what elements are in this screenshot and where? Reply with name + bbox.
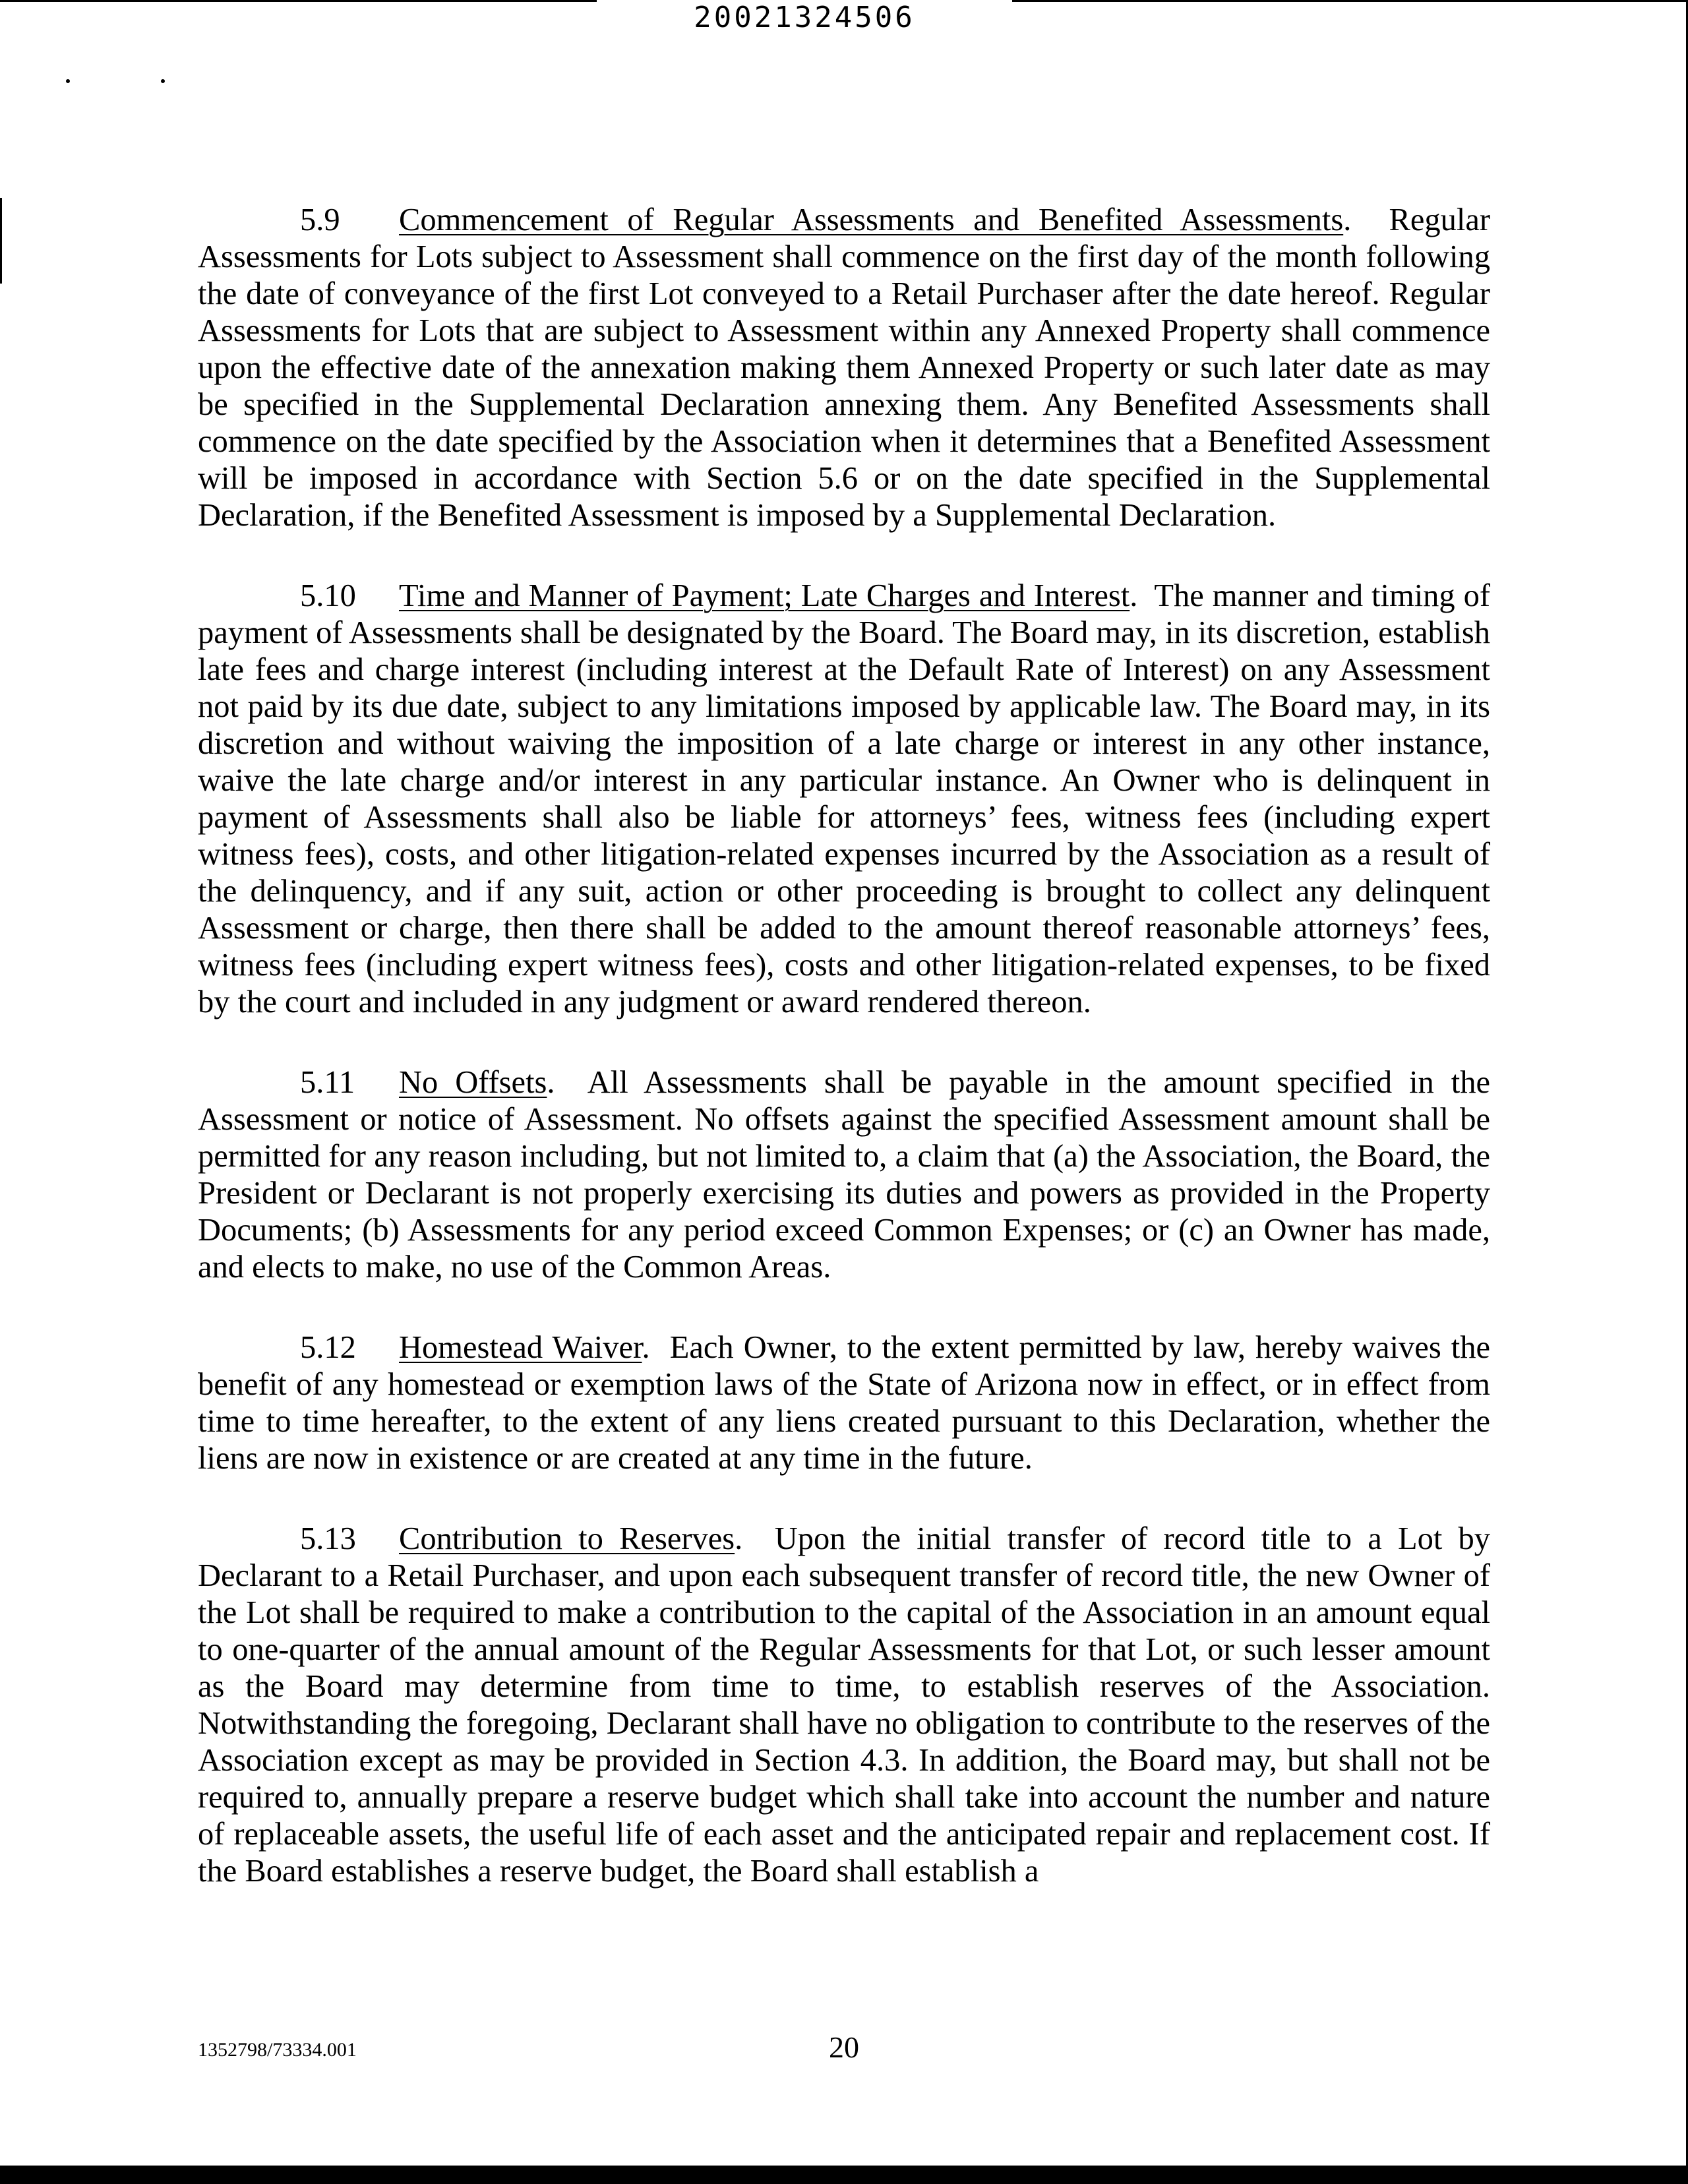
section-title: No Offsets	[399, 1065, 547, 1100]
section-5-11: 5.11 No Offsets. All Assessments shall be payable in the amount specified in the Assessment or notice of Assessment. No offsets against the specified Assessment amount shall be permitted for any reason including, but not limited to, a claim that (a) the Association, the Board, the President or Declarant is not properly exercising its duties and powers as provided in the Property Documents; (b) Assessments for any period exceed Common Expenses; or (c) an Owner has made, and elects to make, no use of the Common Areas.	[198, 1065, 1490, 1285]
page-number: 20	[829, 2030, 859, 2064]
section-number: 5.11	[300, 1065, 355, 1100]
document-body	[198, 202, 1490, 1933]
section-number: 5.13	[300, 1521, 356, 1556]
section-body: All Assessments shall be payable in the amount specified in the Assessment or notice of Assessment. No offsets against the specified Assessment amount shall be permitted for any reason including, but not limited to, a claim that (a) the Association, the Board, the President or Declarant is not properly exercising its duties and powers as provided in the Property Documents; (b) Assessments for any period exceed Common Expenses; or (c) an Owner has made, and elects to make, no use of the Common Areas.	[198, 1065, 1490, 1285]
section-5-12: 5.12 Homestead Waiver. Each Owner, to the extent permitted by law, hereby waives the benefit of any homestead or exemption laws of the State of Arizona now in effect, or in effect from time to time hereafter, to the extent of any liens created pursuant to this Declaration, whether the liens are now in existence or are created at any time in the future.	[198, 1330, 1490, 1476]
section-number: 5.12	[300, 1330, 356, 1365]
section-body: Upon the initial transfer of record title to a Lot by Declarant to a Retail Purchaser, and upon each subsequent transfer of record title, the new Owner of the Lot shall be required to make a contribution to the capital of the Association in an amount equal to one-quarter of the annual amount of the Regular Assessments for that Lot, or such lesser amount as the Board may determine from time to time, to establish reserves of the Association. Notwithstanding the foregoing, Declarant shall have no obligation to contribute to the reserves of the Association except as may be provided in Section 4.3. In addition, the Board may, but shall not be required to, annually prepare a reserve budget which shall take into account the number and nature of replaceable assets, the useful life of each asset and the anticipated repair and replacement cost. If the Board establishes a reserve budget, the Board shall establish a	[198, 1521, 1491, 1889]
section-body: The manner and timing of payment of Assessments shall be designated by the Board. The Board may, in its discretion, establish late fees and charge interest (including interest at the Default Rate of Interest) on any Assessment not paid by its due date, subject to any limitations imposed by applicable law. The Board may, in its discretion and without waiving the imposition of a late charge or interest in any other instance, waive the late charge and/or interest in any particular instance. An Owner who is delinquent in payment of Assessments shall also be liable for attorneys’ fees, witness fees (including expert witness fees), costs, and other litigation-related expenses incurred by the Association as a result of the delinquency, and if any suit, action or other proceeding is brought to collect any delinquent Assessment or charge, then there shall be added to the amount thereof reasonable attorneys’ fees, witness fees (including expert witness fees), costs and other litigation-related expenses, to be fixed by the court and included in any judgment or award rendered thereon.	[198, 578, 1490, 1019]
section-number: 5.9	[300, 202, 340, 237]
section-5-9: 5.9 Commencement of Regular Assessments and Benefited Assessments. Regular Assessments for Lots subject to Assessment shall commence on the first day of the month following the date of conveyance of the first Lot conveyed to a Retail Purchaser after the date hereof. Regular Assessments for Lots that are subject to Assessment within any Annexed Property shall commence upon the effective date of the annexation making them Annexed Property or such later date as may be specified in the Supplemental Declaration annexing them. Any Benefited Assessments shall commence on the date specified by the Association when it determines that a Benefited Assessment will be imposed in accordance with Section 5.6 or on the date specified in the Supplemental Declaration, if the Benefited Assessment is imposed by a Supplemental Declaration.	[198, 202, 1490, 533]
section-title: Commencement of Regular Assessments and Benefited Assessments	[399, 202, 1344, 237]
section-title: Homestead Waiver	[399, 1330, 642, 1365]
section-title: Time and Manner of Payment; Late Charges and Interest	[399, 578, 1130, 613]
section-title: Contribution to Reserves	[399, 1521, 735, 1556]
section-number: 5.10	[300, 578, 356, 613]
section-5-10: 5.10 Time and Manner of Payment; Late Charges and Interest. The manner and timing of payment of Assessments shall be designated by the Board. The Board may, in its discretion, establish late fees and charge interest (including interest at the Default Rate of Interest) on any Assessment not paid by its due date, subject to any limitations imposed by applicable law. The Board may, in its discretion and without waiving the imposition of a late charge or interest in any other instance, waive the late charge and/or interest in any particular instance. An Owner who is delinquent in payment of Assessments shall also be liable for attorneys’ fees, witness fees (including expert witness fees), costs, and other litigation-related expenses incurred by the Association as a result of the delinquency, and if any suit, action or other proceeding is brought to collect any delinquent Assessment or charge, then there shall be added to the amount thereof reasonable attorneys’ fees, witness fees (including expert witness fees), costs and other litigation-related expenses, to be fixed by the court and included in any judgment or award rendered thereon.	[198, 578, 1490, 1019]
recording-number: 20021324506	[597, 0, 1012, 41]
section-body: Regular Assessments for Lots subject to Assessment shall commence on the first day of the month following the date of conveyance of the first Lot conveyed to a Retail Purchaser after the date hereof. Regular Assessments for Lots that are subject to Assessment within any Annexed Property shall commence upon the effective date of the annexation making them Annexed Property or such later date as may be specified in the Supplemental Declaration annexing them. Any Benefited Assessments shall commence on the date specified by the Association when it determines that a Benefited Assessment will be imposed in accordance with Section 5.6 or on the date specified in the Supplemental Declaration, if the Benefited Assessment is imposed by a Supplemental Declaration.	[198, 202, 1490, 533]
document-id: 1352798/73334.001	[198, 2039, 357, 2061]
scan-border-bottom	[0, 2166, 1688, 2184]
scan-speck	[66, 79, 70, 83]
section-5-13: 5.13 Contribution to Reserves. Upon the initial transfer of record title to a Lot by Declarant to a Retail Purchaser, and upon each subsequent transfer of record title, the new Owner of the Lot shall be required to make a contribution to the capital of the Association in an amount equal to one-quarter of the annual amount of the Regular Assessments for that Lot, or such lesser amount as the Board may determine from time to time, to establish reserves of the Association. Notwithstanding the foregoing, Declarant shall have no obligation to contribute to the reserves of the Association except as may be provided in Section 4.3. In addition, the Board may, but shall not be required to, annually prepare a reserve budget which shall take into account the number and nature of replaceable assets, the useful life of each asset and the anticipated repair and replacement cost. If the Board establishes a reserve budget, the Board shall establish a	[198, 1521, 1491, 1889]
scan-border-left-mark	[0, 198, 2, 284]
section-body: Each Owner, to the extent permitted by law, hereby waives the benefit of any homestead or exemption laws of the State of Arizona now in effect, or in effect from time to time hereafter, to the extent of any liens created pursuant to this Declaration, whether the liens are now in existence or are created at any time in the future.	[198, 1330, 1490, 1476]
scan-speck	[161, 79, 165, 83]
